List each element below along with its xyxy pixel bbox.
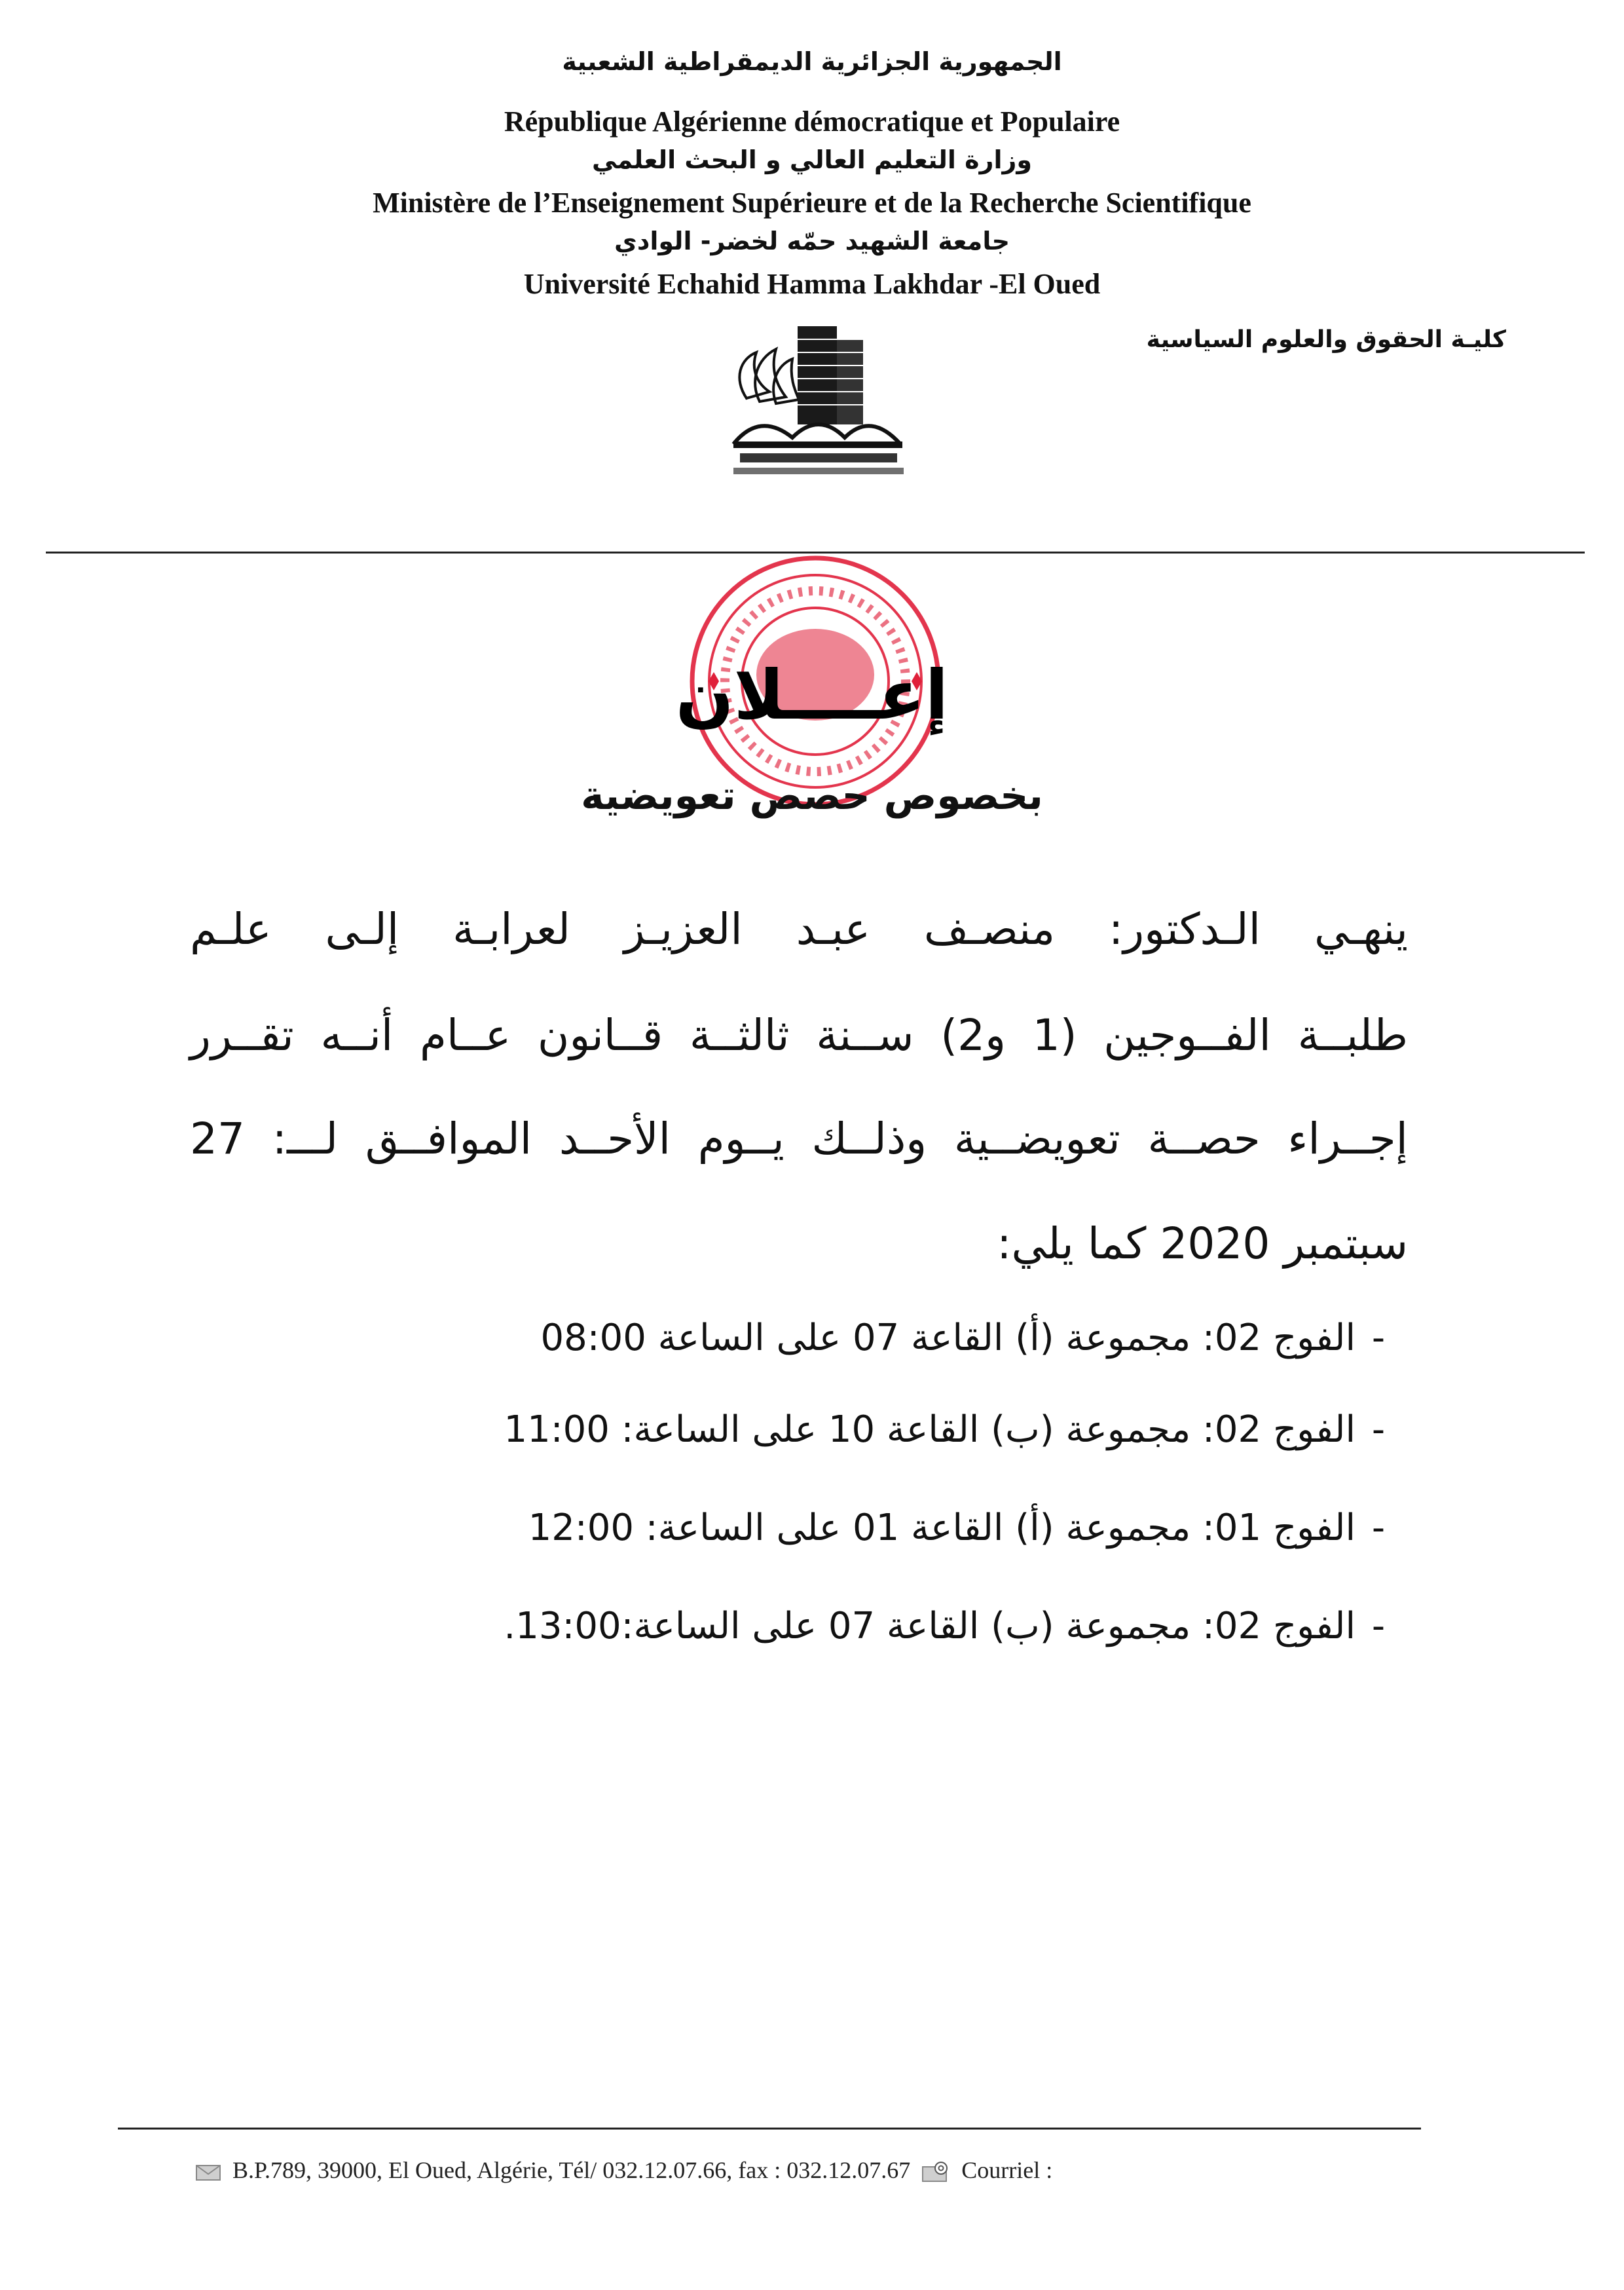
body-line-3: إجــراء حصــة تعويضــية وذلــك يــوم الأحــد الموافــق لـــ: 27 [190, 1114, 1408, 1164]
list-bullet: - [1371, 1507, 1386, 1549]
announcement-title: إعــــلان [675, 655, 949, 735]
footer [190, 2156, 1052, 2184]
header-university-fr: Université Echahid Hamma Lakhdar -El Oued [523, 268, 1101, 300]
body-line-4: سبتمبر 2020 كما يلي: [997, 1218, 1408, 1269]
header-republic-fr: République Algérienne démocratique et Populaire [504, 105, 1120, 138]
header-university-ar: جامعة الشهيد حمّه لخضر- الوادي [614, 227, 1010, 255]
email-at-icon [921, 2162, 950, 2184]
list-bullet: - [1371, 1408, 1386, 1451]
list-item [540, 1317, 1401, 1359]
body-line-1: ينهـي الـدكتور: منصـف عبـد العزيـز لعرابـة إلـى علـم [190, 904, 1408, 954]
footer-address: B.P.789, 39000, El Oued, Algérie, Tél/ 032.12.07.66, fax : 032.12.07.67 [232, 2157, 911, 2183]
list-bullet: - [1371, 1317, 1386, 1359]
schedule-item-text: الفوج 02: مجموعة (ب) القاعة 10 على الساعة: 11:00 [504, 1408, 1356, 1451]
body-line-2: طلبــة الفــوجين (1 و2) ســنة ثالثــة قــانون عــام أنــه تقــرر [190, 1010, 1408, 1061]
footer-courriel: Courriel : [961, 2157, 1053, 2183]
schedule-item-text: الفوج 01: مجموعة (أ) القاعة 01 على الساعة: 12:00 [528, 1507, 1356, 1549]
university-logo-icon [720, 313, 917, 482]
schedule-item-text: الفوج 02: مجموعة (ب) القاعة 07 على الساعة:13:00. [504, 1605, 1356, 1647]
list-bullet: - [1371, 1605, 1386, 1647]
announcement-subtitle: بخصوص حصص تعويضية [581, 773, 1043, 819]
header-ministry-fr: Ministère de l’Enseignement Supérieure et de la Recherche Scientifique [373, 187, 1251, 219]
mail-envelope-icon [195, 2164, 221, 2182]
schedule-item-text: الفوج 02: مجموعة (أ) القاعة 07 على الساعة 08:00 [540, 1317, 1356, 1359]
list-item [504, 1605, 1401, 1647]
list-item [504, 1408, 1401, 1451]
faculty-name: كليـة الحقوق والعلوم السياسية [1146, 326, 1506, 353]
list-item [528, 1507, 1401, 1549]
footer-divider [118, 2128, 1421, 2130]
header-ministry-ar: وزارة التعليم العالي و البحث العلمي [592, 145, 1032, 174]
header-republic-ar: الجمهورية الجزائرية الديمقراطية الشعبية [562, 47, 1062, 76]
